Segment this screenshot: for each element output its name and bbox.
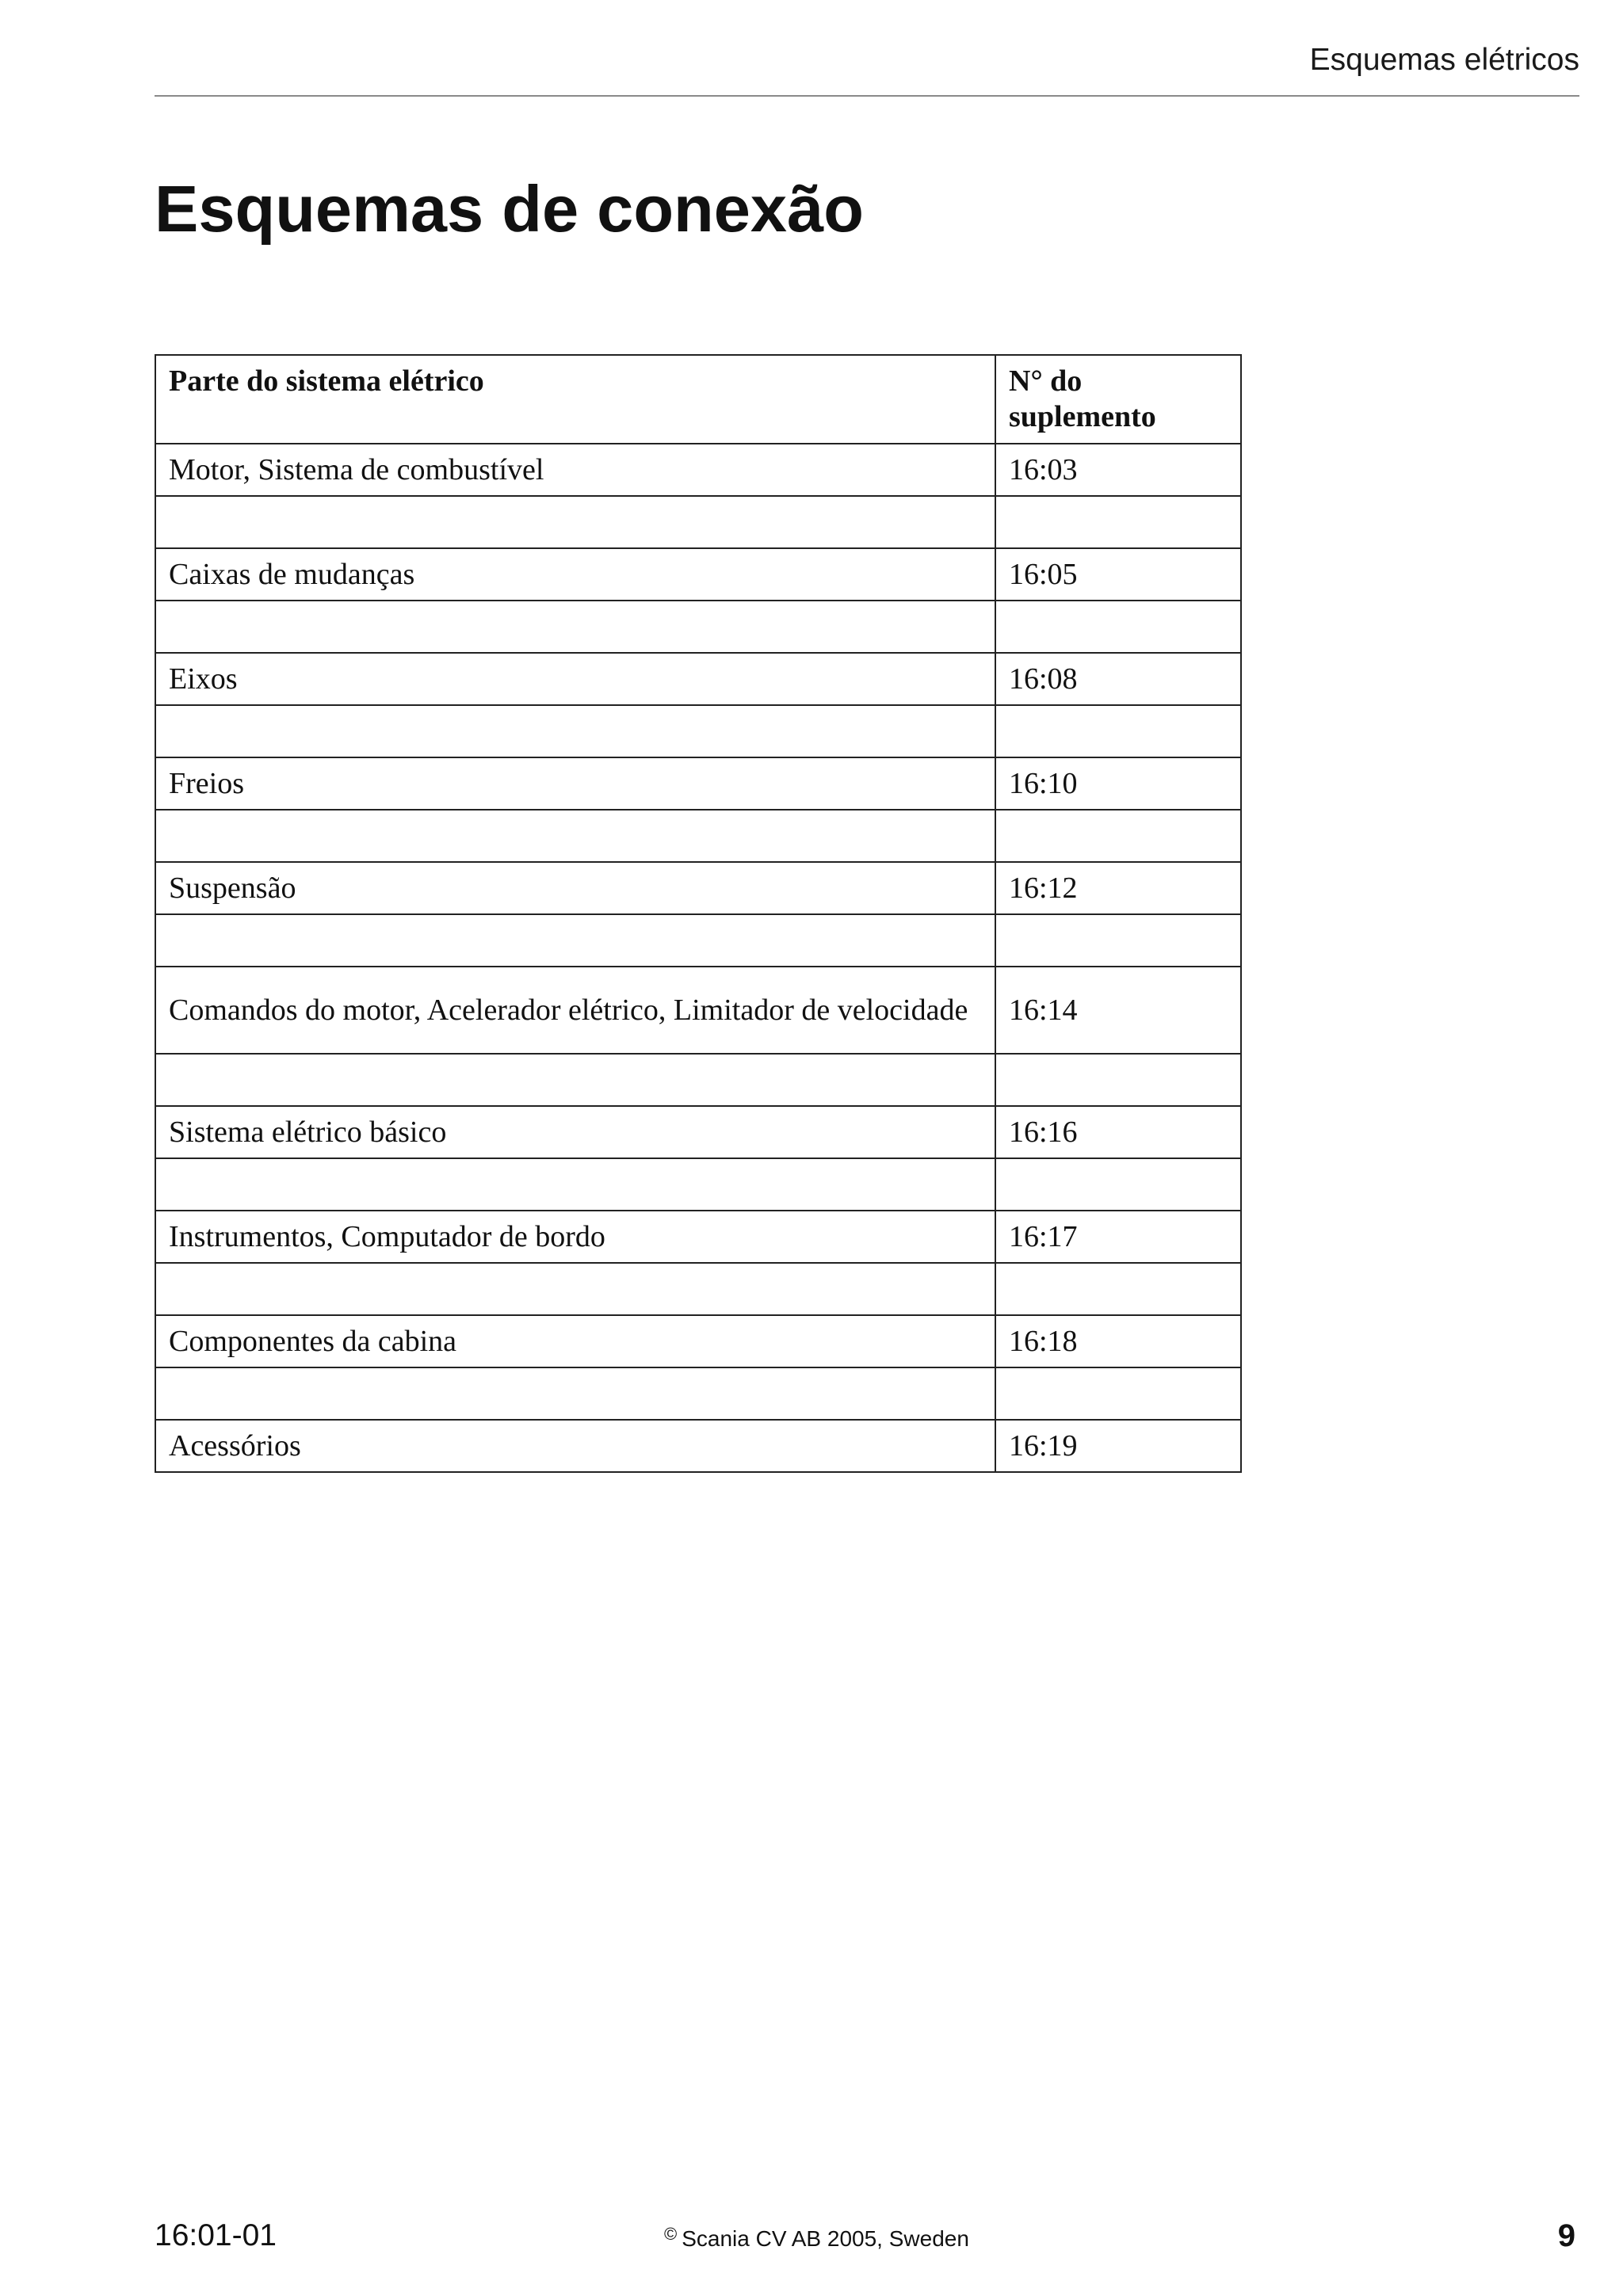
- table-row: [155, 1211, 1241, 1263]
- supplement-cell: 16:08: [995, 653, 1241, 705]
- part-cell: [155, 914, 995, 967]
- table-row: [155, 1054, 1241, 1106]
- supplement-cell: [995, 810, 1241, 862]
- table-row: [155, 914, 1241, 967]
- copyright-symbol: ©: [664, 2224, 678, 2244]
- page-number: 9: [1557, 2218, 1575, 2253]
- table-row: [155, 1263, 1241, 1315]
- part-cell: [155, 1263, 995, 1315]
- table-row: [155, 444, 1241, 496]
- supplement-cell: 16:03: [995, 444, 1241, 496]
- supplement-cell: 16:12: [995, 862, 1241, 914]
- part-cell: [155, 1054, 995, 1106]
- table-row: [155, 967, 1241, 1054]
- part-cell: Componentes da cabina: [155, 1315, 995, 1367]
- part-cell: [155, 810, 995, 862]
- supplement-cell: [995, 496, 1241, 548]
- part-cell: Motor, Sistema de combustível: [155, 444, 995, 496]
- page-title: Esquemas de conexão: [155, 172, 864, 246]
- table-row: [155, 1420, 1241, 1472]
- part-cell: Eixos: [155, 653, 995, 705]
- part-cell: Suspensão: [155, 862, 995, 914]
- supplement-cell: 16:16: [995, 1106, 1241, 1158]
- supplement-cell: 16:14: [995, 967, 1241, 1054]
- part-cell: Sistema elétrico básico: [155, 1106, 995, 1158]
- part-cell: [155, 1367, 995, 1420]
- part-cell: [155, 1158, 995, 1211]
- part-cell: Instrumentos, Computador de bordo: [155, 1211, 995, 1263]
- supplement-cell: 16:19: [995, 1420, 1241, 1472]
- table-row: [155, 548, 1241, 601]
- table-row: [155, 653, 1241, 705]
- supplement-cell: [995, 705, 1241, 757]
- supplement-cell: [995, 1054, 1241, 1106]
- table-row: [155, 705, 1241, 757]
- table-row: [155, 810, 1241, 862]
- header-divider: [155, 95, 1579, 97]
- supplement-cell: [995, 1367, 1241, 1420]
- copyright-notice: [664, 2224, 969, 2251]
- table-row: [155, 1106, 1241, 1158]
- part-cell: [155, 705, 995, 757]
- table-row: [155, 1315, 1241, 1367]
- supplement-cell: 16:10: [995, 757, 1241, 810]
- column-header-supplement: N° do suplemento: [995, 355, 1241, 444]
- copyright-text: Scania CV AB 2005, Sweden: [682, 2226, 969, 2251]
- table-row: [155, 601, 1241, 653]
- table-header-row: [155, 355, 1241, 444]
- table-row: [155, 1158, 1241, 1211]
- part-cell: [155, 496, 995, 548]
- part-cell: Caixas de mudanças: [155, 548, 995, 601]
- table-row: [155, 496, 1241, 548]
- part-cell: Freios: [155, 757, 995, 810]
- running-header: Esquemas elétricos: [1309, 43, 1579, 77]
- supplement-cell: [995, 1158, 1241, 1211]
- supplement-cell: 16:18: [995, 1315, 1241, 1367]
- supplement-cell: 16:17: [995, 1211, 1241, 1263]
- supplement-table: [155, 354, 1242, 1473]
- table-row: [155, 862, 1241, 914]
- document-code: 16:01-01: [155, 2218, 277, 2252]
- part-cell: Acessórios: [155, 1420, 995, 1472]
- table-row: [155, 1367, 1241, 1420]
- supplement-cell: [995, 914, 1241, 967]
- part-cell: [155, 601, 995, 653]
- table-row: [155, 757, 1241, 810]
- part-cell: Comandos do motor, Acelerador elétrico, Limitador de velocidade: [155, 967, 995, 1054]
- supplement-cell: [995, 1263, 1241, 1315]
- supplement-cell: 16:05: [995, 548, 1241, 601]
- column-header-part: Parte do sistema elétrico: [155, 355, 995, 444]
- supplement-cell: [995, 601, 1241, 653]
